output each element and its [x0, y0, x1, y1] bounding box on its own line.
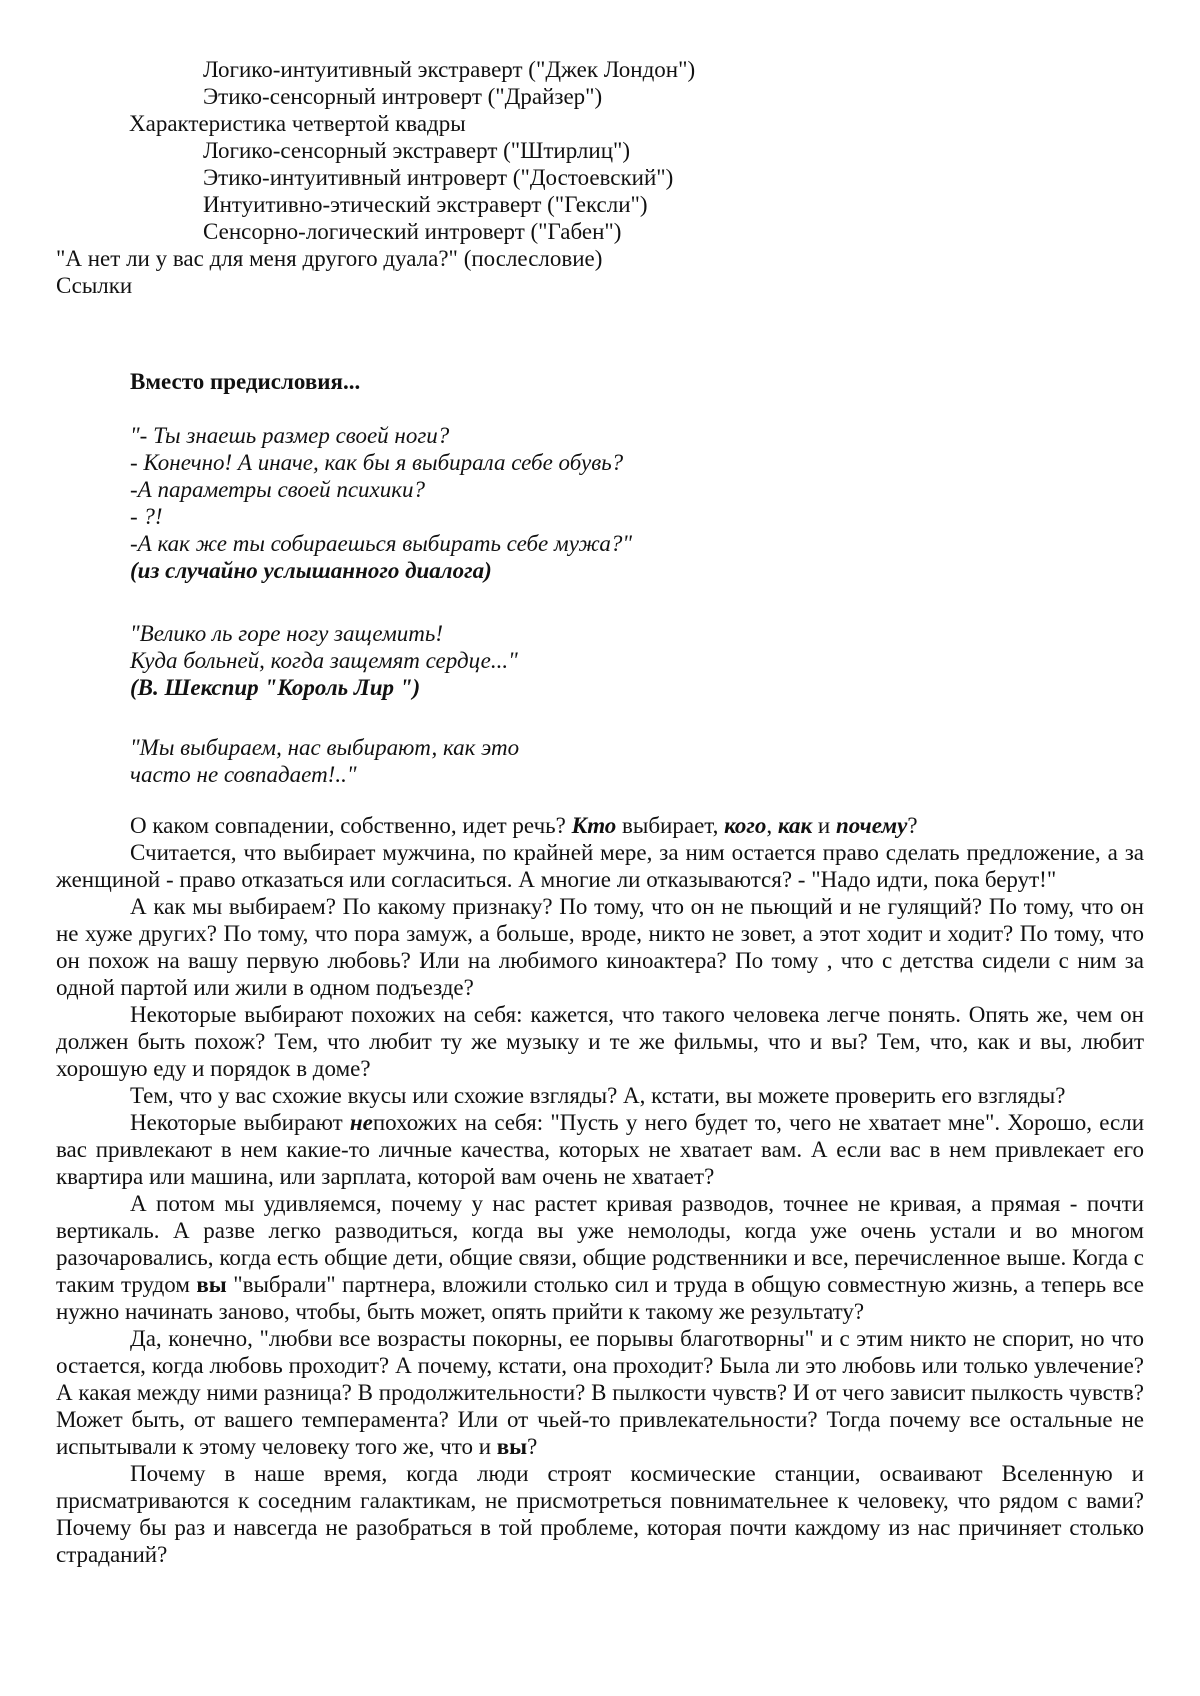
- paragraph-8: Да, конечно, "любви все возрасты покорны, ее порывы благотворны" и с этим никто не спорит, но что остается, когда любовь проходит? А почему, кстати, она проходит? Была ли это любовь или только увлечение? А какая между ними разница? В продолжительности? В пылкости чувств? И от чего зависит пылкость чувств? Может быть, от вашего темперамента? Или от чьей-то привлекательности? Тогда почему все остальные не испытывали к этому человеку того же, что и вы?: [56, 1326, 1144, 1459]
- paragraph-4: Некоторые выбирают похожих на себя: кажется, что такого человека легче понять. Опять же, чем он должен быть похож? Тем, что любит ту же музыку и те же фильмы, что и вы? Тем, что, как и вы, любит хорошую еду и порядок в доме?: [56, 1002, 1144, 1081]
- body-text: [56, 812, 1144, 1568]
- epigraph-line: - ?!: [130, 504, 163, 529]
- toc-entry-stirlitz[interactable]: Логико-сенсорный экстраверт ("Штирлиц"): [203, 138, 631, 163]
- paragraph-7: А потом мы удивляемся, почему у нас растет кривая разводов, точнее не кривая, а прямая - почти вертикаль. А разве легко разводиться, когда вы уже немолоды, когда уже очень устали и во многом разочаровались, когда есть общие дети, общие связи, общие родственники и все, перечисленное выше. Когда с таким трудом вы "выбрали" партнера, вложили столько сил и труда в общую совместную жизнь, а теперь все нужно начинать заново, чтобы, быть может, опять прийти к такому же результату?: [56, 1191, 1145, 1324]
- epigraph-line: - Конечно! А иначе, как бы я выбирала себе обувь?: [130, 450, 624, 475]
- toc-entry-fourth-quadra[interactable]: Характеристика четвертой квадры: [129, 111, 466, 136]
- toc-entry-huxley[interactable]: Интуитивно-этический экстраверт ("Гексли"): [203, 192, 648, 217]
- epigraph-line: -А параметры своей психики?: [130, 477, 426, 502]
- toc-entry-gabin[interactable]: Сенсорно-логический интроверт ("Габен"): [203, 219, 622, 244]
- preface-heading: Вместо предисловия...: [130, 369, 361, 394]
- paragraph-6: Некоторые выбирают непохожих на себя: "Пусть у него будет то, чего не хватает мне". Хорошо, если вас привлекают в нем какие-то личные качества, которых не хватает вам. А если вас в нем привлекает его квартира или машина, или зарплата, которой вам очень не хватает?: [56, 1110, 1144, 1189]
- epigraph-line: "Мы выбираем, нас выбирают, как это: [130, 735, 520, 760]
- paragraph-3: А как мы выбираем? По какому признаку? По тому, что он не пьющий и не гулящий? По тому, что он не хуже других? По тому, что пора замуж, а больше, вроде, никто не зовет, а этот ходит и ходит? По тому, что он похож на вашу первую любовь? Или на любимого киноактера? По тому , что с детства сидели с ним за одной партой или жили в одном подъезде?: [56, 894, 1144, 1000]
- epigraph-line: "- Ты знаешь размер своей ноги?: [130, 423, 450, 448]
- epigraph-line: -А как же ты собираешься выбирать себе мужа?": [130, 531, 633, 556]
- epigraph-song: [130, 734, 519, 788]
- epigraph-shakespeare: [130, 620, 518, 701]
- epigraph-dialogue: [130, 422, 632, 584]
- toc-entry-afterword[interactable]: "А нет ли у вас для меня другого дуала?" (послесловие): [56, 246, 603, 271]
- paragraph-9: Почему в наше время, когда люди строят космические станции, осваивают Вселенную и присматриваются к соседним галактикам, не присмотреться повнимательнее к человеку, что рядом с вами? Почему бы раз и навсегда не разобраться в той проблеме, которая почти каждому из нас причиняет столько страданий?: [56, 1461, 1144, 1567]
- epigraph-source: (В. Шекспир "Король Лир "): [130, 675, 421, 700]
- epigraph-line: Куда больней, когда защемят сердце...": [130, 648, 518, 673]
- table-of-contents: [56, 56, 695, 299]
- paragraph-5: Тем, что у вас схожие вкусы или схожие взгляды? А, кстати, вы можете проверить его взгляды?: [130, 1083, 1066, 1108]
- paragraph-2: Считается, что выбирает мужчина, по крайней мере, за ним остается право сделать предложение, а за женщиной - право отказаться или согласиться. А многие ли отказываются? - "Надо идти, пока берут!": [56, 840, 1144, 892]
- toc-entry-dostoevsky[interactable]: Этико-интуитивный интроверт ("Достоевский"): [203, 165, 674, 190]
- epigraph-line: часто не совпадает!..": [130, 762, 357, 787]
- paragraph-1: О каком совпадении, собственно, идет речь? Кто выбирает, кого, как и почему?: [130, 813, 918, 838]
- toc-entry-dreiser[interactable]: Этико-сенсорный интроверт ("Драйзер"): [203, 84, 603, 109]
- epigraph-source: (из случайно услышанного диалога): [130, 558, 492, 583]
- epigraph-line: "Велико ль горе ногу защемить!: [130, 621, 443, 646]
- toc-entry-jack-london[interactable]: Логико-интуитивный экстраверт ("Джек Лондон"): [203, 57, 696, 82]
- toc-entry-references[interactable]: Ссылки: [56, 273, 133, 298]
